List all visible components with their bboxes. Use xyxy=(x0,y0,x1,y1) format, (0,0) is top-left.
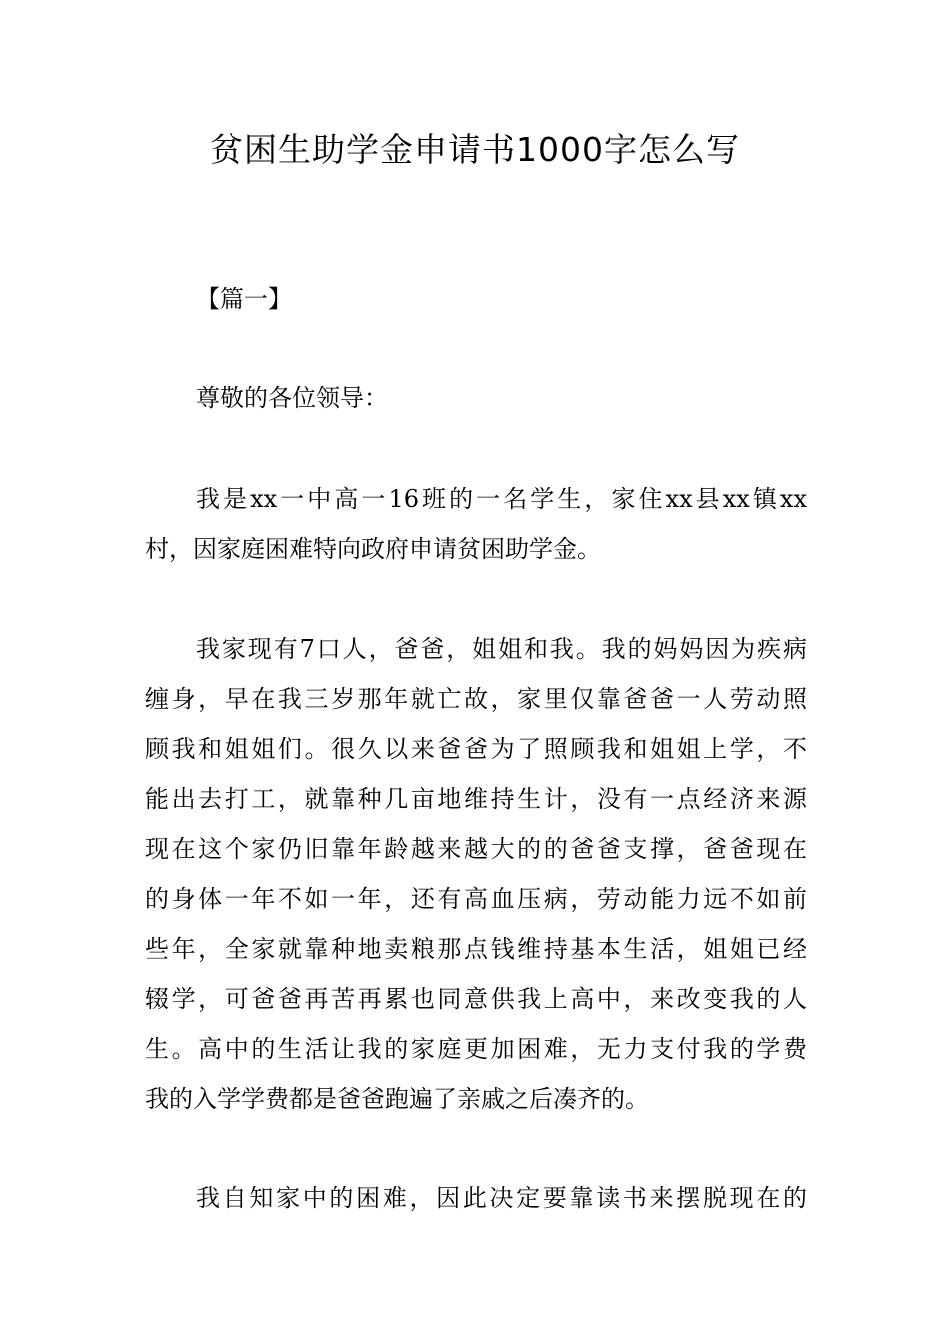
document-title: 贫困生助学金申请书1000字怎么写 xyxy=(210,130,740,169)
paragraph-line: 我家现有7口人，爸爸，姐姐和我。我的妈妈因为疾病 xyxy=(196,635,807,663)
paragraph-line: 能出去打工，就靠种几亩地维持生计，没有一点经济来源 xyxy=(145,785,807,813)
paragraph-3 xyxy=(145,1173,807,1223)
paragraph-line: 我是xx一中高一16班的一名学生，家住xx县xx镇xx xyxy=(196,485,807,513)
paragraph-line: 缠身，早在我三岁那年就亡故，家里仅靠爸爸一人劳动照 xyxy=(145,685,807,713)
paragraph-line: 现在这个家仍旧靠年龄越来越大的的爸爸支撑，爸爸现在 xyxy=(145,835,807,863)
paragraph-2 xyxy=(145,624,807,1124)
paragraph-1 xyxy=(145,474,807,574)
paragraph-line: 顾我和姐姐们。很久以来爸爸为了照顾我和姐姐上学，不 xyxy=(145,735,807,763)
paragraph-line: 生。高中的生活让我的家庭更加困难，无力支付我的学费 xyxy=(145,1035,807,1063)
section-label: 【篇一】 xyxy=(196,285,292,313)
paragraph-line: 我的入学学费都是爸爸跑遍了亲戚之后凑齐的。 xyxy=(145,1085,649,1113)
paragraph-line: 辍学，可爸爸再苦再累也同意供我上高中，来改变我的人 xyxy=(145,985,807,1013)
paragraph-line: 村，因家庭困难特向政府申请贫困助学金。 xyxy=(145,535,601,563)
paragraph-line: 我自知家中的困难，因此决定要靠读书来摆脱现在的 xyxy=(196,1184,807,1212)
paragraph-line: 的身体一年不如一年，还有高血压病，劳动能力远不如前 xyxy=(145,885,807,913)
salutation: 尊敬的各位领导： xyxy=(196,384,388,412)
paragraph-line: 些年，全家就靠种地卖粮那点钱维持基本生活，姐姐已经 xyxy=(145,935,807,963)
